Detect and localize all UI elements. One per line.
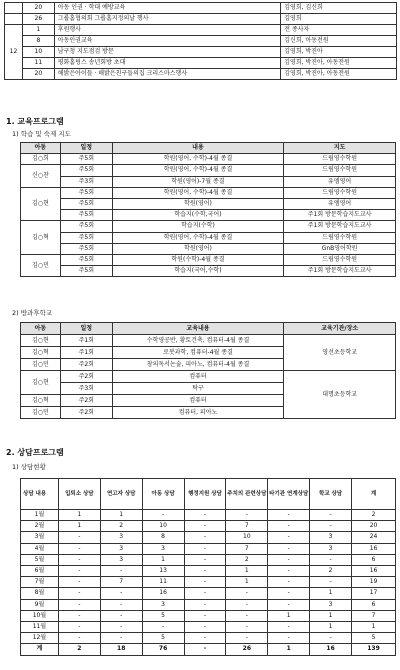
total-cell: 1 <box>268 644 310 655</box>
event-staff: 김영희 <box>281 14 397 25</box>
count-cell: 1 <box>352 622 396 633</box>
schedule: 주5회 <box>60 165 112 176</box>
count-cell: 3 <box>310 532 352 543</box>
count-cell: - <box>310 577 352 588</box>
total-cell: - <box>184 644 226 655</box>
content: 학원(영어, 수학)-4월 종결 <box>112 154 284 165</box>
count-cell: 24 <box>352 532 396 543</box>
col-header: 내용 <box>112 143 284 154</box>
event-row <box>5 3 397 14</box>
schedule: 주2회 <box>60 407 112 419</box>
count-cell: - <box>184 633 226 644</box>
count-cell: 16 <box>142 588 184 599</box>
counsel-total-row <box>21 644 396 655</box>
count-cell: - <box>184 599 226 610</box>
count-cell: 10 <box>142 521 184 532</box>
schedule: 주5회 <box>60 199 112 210</box>
edu-row <box>21 232 396 243</box>
count-cell: - <box>58 566 100 577</box>
total-cell: 2 <box>58 644 100 655</box>
tutor: 드림영수학원 <box>284 165 396 176</box>
child-name: 김○혁 <box>21 221 61 255</box>
count-cell: - <box>184 622 226 633</box>
content: 수학영공반, 황토건축, 컴퓨터-4월 종결 <box>112 335 284 347</box>
event-name: 아동 인권 · 학대 예방교육 <box>54 3 280 14</box>
counsel-row <box>21 622 396 633</box>
child-name: 김○혁 <box>21 347 61 359</box>
count-cell: 3 <box>310 599 352 610</box>
count-cell: 1 <box>142 554 184 565</box>
afterschool-row <box>21 371 396 383</box>
content: 컴퓨터, 피아노 <box>112 407 284 419</box>
count-cell: 1 <box>58 521 100 532</box>
counsel-row <box>21 510 396 521</box>
col-header: 교육기관/장소 <box>284 323 396 335</box>
col-header: 입퇴소 상담 <box>58 479 100 510</box>
col-header: 행정지원 상담 <box>184 479 226 510</box>
event-staff: 김신희, 아동전원 <box>281 36 397 47</box>
total-cell: 18 <box>100 644 142 655</box>
month-label: 6월 <box>21 566 59 577</box>
count-cell: - <box>184 521 226 532</box>
month-label: 5월 <box>21 554 59 565</box>
col-header: 상담 내용 <box>21 479 59 510</box>
event-day: 11 <box>22 58 54 69</box>
total-cell: 76 <box>142 644 184 655</box>
count-cell: 3 <box>142 599 184 610</box>
schedule: 주3회 <box>60 383 112 395</box>
count-cell: 3 <box>142 543 184 554</box>
event-staff: 김영희, 박진아, 아동전원 <box>281 58 397 69</box>
count-cell: - <box>226 510 268 521</box>
count-cell: - <box>310 510 352 521</box>
afterschool-row <box>21 335 396 347</box>
count-cell: 7 <box>226 521 268 532</box>
schedule: 주5회 <box>60 266 112 277</box>
edu-row <box>21 187 396 198</box>
count-cell: - <box>226 588 268 599</box>
school-name: 대명초등학교 <box>284 371 396 419</box>
total-cell: 139 <box>352 644 396 655</box>
count-cell: 7 <box>352 610 396 621</box>
count-cell: - <box>142 622 184 633</box>
count-cell: - <box>58 543 100 554</box>
count-cell: - <box>58 532 100 543</box>
count-cell: - <box>184 543 226 554</box>
count-cell: - <box>226 599 268 610</box>
count-cell: 8 <box>142 532 184 543</box>
child-name: 김○현 <box>21 335 61 347</box>
col-header: 아동 <box>21 143 61 154</box>
tutor: 드림영수학원 <box>284 255 396 266</box>
count-cell: - <box>268 622 310 633</box>
month-label: 4월 <box>21 543 59 554</box>
total-label: 계 <box>21 644 59 655</box>
count-cell: - <box>100 599 142 610</box>
col-header: 아동 상담 <box>142 479 184 510</box>
tutor: 드림영수학원 <box>284 232 396 243</box>
count-cell: - <box>268 554 310 565</box>
count-cell: 19 <box>352 577 396 588</box>
total-cell: 16 <box>310 644 352 655</box>
col-header: 학교 상담 <box>310 479 352 510</box>
count-cell: - <box>268 599 310 610</box>
count-cell: - <box>58 577 100 588</box>
count-cell: - <box>184 577 226 588</box>
month-cell <box>5 14 23 25</box>
count-cell: 5 <box>142 633 184 644</box>
count-cell: 3 <box>100 532 142 543</box>
event-day: 20 <box>22 3 54 14</box>
counsel-row <box>21 610 396 621</box>
tutor: 유엠영어 <box>284 176 396 187</box>
count-cell: 17 <box>352 588 396 599</box>
count-cell: 1 <box>310 610 352 621</box>
count-cell: - <box>142 510 184 521</box>
schedule: 주5회 <box>60 154 112 165</box>
count-cell: - <box>184 510 226 521</box>
count-cell: 1 <box>268 610 310 621</box>
count-cell: - <box>100 566 142 577</box>
count-cell: 6 <box>352 554 396 565</box>
count-cell: 7 <box>100 577 142 588</box>
month-cell: 12 <box>5 25 23 80</box>
schedule: 주5회 <box>60 187 112 198</box>
events-table <box>4 2 397 80</box>
event-row <box>5 25 397 36</box>
count-cell: 10 <box>226 532 268 543</box>
count-cell: 2 <box>352 510 396 521</box>
count-cell: - <box>100 588 142 599</box>
count-cell: - <box>226 610 268 621</box>
afterschool-table <box>20 322 396 419</box>
counsel-row <box>21 554 396 565</box>
content: 학원(영어) <box>112 199 284 210</box>
count-cell: - <box>58 610 100 621</box>
count-cell: 1 <box>310 622 352 633</box>
count-cell: - <box>58 622 100 633</box>
event-name: 그룹홈협의회 그룹홈지정의날 행사 <box>54 14 280 25</box>
count-cell: 1 <box>58 510 100 521</box>
event-name: 남구청 지도점검 방문 <box>54 47 280 58</box>
event-staff: 김영희, 박진아, 아동전원 <box>281 69 397 80</box>
col-header: 지도 <box>284 143 396 154</box>
event-row <box>5 14 397 25</box>
month-label: 10월 <box>21 610 59 621</box>
col-header: 교육내용 <box>112 323 284 335</box>
event-row <box>5 69 397 80</box>
month-label: 9월 <box>21 599 59 610</box>
event-staff: 김영희, 박진아 <box>281 47 397 58</box>
col-header: 타기관 연계상담 <box>268 479 310 510</box>
count-cell: 16 <box>352 543 396 554</box>
count-cell: 1 <box>100 510 142 521</box>
content: 창의독서논술, 피아노, 컴퓨터-4월 종결 <box>112 359 284 371</box>
event-name: 아동인권교육 <box>54 36 280 47</box>
counsel-row <box>21 532 396 543</box>
child-name: 신○찬 <box>21 165 61 187</box>
content: 학습지(수학) <box>112 221 284 232</box>
event-day: 1 <box>22 25 54 36</box>
event-name: 해밝은아이들 · 해밝은친구들의집 크리스마스행사 <box>54 69 280 80</box>
event-row <box>5 58 397 69</box>
month-label: 3월 <box>21 532 59 543</box>
edu-row <box>21 165 396 176</box>
col-header: 일정 <box>60 323 112 335</box>
count-cell: - <box>100 610 142 621</box>
content: 학원(영어, 수학)-4월 종결 <box>112 187 284 198</box>
event-day: 10 <box>22 47 54 58</box>
education-table <box>20 142 396 277</box>
count-cell: 1 <box>226 566 268 577</box>
tutor: 유엠영어 <box>284 199 396 210</box>
count-cell: - <box>226 633 268 644</box>
count-cell: - <box>268 543 310 554</box>
schedule: 주2회 <box>60 395 112 407</box>
counsel-row <box>21 577 396 588</box>
schedule: 주3회 <box>60 176 112 187</box>
count-cell: - <box>184 532 226 543</box>
schedule: 주5회 <box>60 255 112 266</box>
tutor: 주1회 방문학습지도교사 <box>284 266 396 277</box>
edu-row <box>21 154 396 165</box>
count-cell: - <box>226 622 268 633</box>
child-name: 김○민 <box>21 255 61 277</box>
count-cell: 13 <box>142 566 184 577</box>
event-day: 26 <box>22 14 54 25</box>
count-cell: - <box>268 510 310 521</box>
counsel-row <box>21 588 396 599</box>
event-name: 후원행사 <box>54 25 280 36</box>
counsel-row <box>21 521 396 532</box>
count-cell: - <box>58 554 100 565</box>
section-education-title: 1. 교육프로그램 <box>6 117 64 126</box>
count-cell: - <box>310 521 352 532</box>
count-cell: - <box>184 566 226 577</box>
child-name: 김○혁 <box>21 395 61 407</box>
col-header: 일정 <box>60 143 112 154</box>
count-cell: 3 <box>100 554 142 565</box>
schedule: 주5회 <box>60 210 112 221</box>
event-row <box>5 47 397 58</box>
event-day: 8 <box>22 36 54 47</box>
count-cell: 1 <box>310 588 352 599</box>
count-cell: 5 <box>352 633 396 644</box>
subsection-afterschool-title: 2) 방과후학교 <box>12 309 53 317</box>
schedule: 주2회 <box>60 359 112 371</box>
subsection-homework-title: 1) 학습 및 숙제 지도 <box>12 130 71 138</box>
tutor: 주1회 방문학습지도교사 <box>284 210 396 221</box>
month-label: 7월 <box>21 577 59 588</box>
edu-row <box>21 255 396 266</box>
col-header: 주치의 관련상담 <box>226 479 268 510</box>
total-cell: 26 <box>226 644 268 655</box>
month-label: 1월 <box>21 510 59 521</box>
count-cell: - <box>58 633 100 644</box>
event-day: 20 <box>22 69 54 80</box>
count-cell: - <box>268 577 310 588</box>
edu-row <box>21 266 396 277</box>
content: 학원(영어, 수학)-4월 종결 <box>112 165 284 176</box>
content: 로봇과학, 컴퓨터-4월 종결 <box>112 347 284 359</box>
count-cell: - <box>100 633 142 644</box>
tutor: 주1회 방문학습지도교사 <box>284 221 396 232</box>
tutor: GnB영어학원 <box>284 243 396 254</box>
count-cell: 3 <box>310 543 352 554</box>
school-name: 영선초등학교 <box>284 335 396 371</box>
counsel-table <box>20 478 396 656</box>
count-cell: - <box>100 622 142 633</box>
content: 학원(영어) <box>112 243 284 254</box>
schedule: 주2회 <box>60 371 112 383</box>
child-name: 김○민 <box>21 359 61 371</box>
count-cell: 2 <box>226 554 268 565</box>
content: 학원(영어)-7월 종결 <box>112 176 284 187</box>
event-staff: 김영희, 김신희 <box>281 3 397 14</box>
month-label: 8월 <box>21 588 59 599</box>
count-cell: - <box>268 521 310 532</box>
tutor: 드림영수학원 <box>284 187 396 198</box>
content: 탁구 <box>112 383 284 395</box>
count-cell: 16 <box>352 566 396 577</box>
col-header: 계 <box>352 479 396 510</box>
month-cell <box>5 3 23 14</box>
col-header: 연고자 상담 <box>100 479 142 510</box>
counsel-row <box>21 566 396 577</box>
count-cell: 2 <box>310 566 352 577</box>
month-label: 2월 <box>21 521 59 532</box>
count-cell: 7 <box>226 543 268 554</box>
count-cell: - <box>184 610 226 621</box>
count-cell: 2 <box>100 521 142 532</box>
count-cell: - <box>310 633 352 644</box>
count-cell: - <box>268 532 310 543</box>
count-cell: 1 <box>226 577 268 588</box>
edu-row <box>21 176 396 187</box>
count-cell: - <box>184 554 226 565</box>
schedule: 주5회 <box>60 221 112 232</box>
counsel-row <box>21 633 396 644</box>
count-cell: - <box>184 588 226 599</box>
schedule: 주1회 <box>60 335 112 347</box>
content: 학습지(수학,국어) <box>112 210 284 221</box>
schedule: 주1회 <box>60 347 112 359</box>
event-name: 평화홈링스 송년회방 초대 <box>54 58 280 69</box>
month-label: 11월 <box>21 622 59 633</box>
count-cell: - <box>58 588 100 599</box>
count-cell: - <box>310 554 352 565</box>
count-cell: 6 <box>352 599 396 610</box>
edu-row <box>21 221 396 232</box>
event-row <box>5 36 397 47</box>
child-name: 김○희 <box>21 154 61 165</box>
month-label: 12월 <box>21 633 59 644</box>
edu-row <box>21 199 396 210</box>
schedule: 주5회 <box>60 232 112 243</box>
event-staff: 전 종사자 <box>281 25 397 36</box>
tutor: 드림영수학원 <box>284 154 396 165</box>
edu-row <box>21 243 396 254</box>
subsection-counsel-status-title: 1) 상담현황 <box>12 463 46 471</box>
child-name: 김○민 <box>21 407 61 419</box>
count-cell: 20 <box>352 521 396 532</box>
count-cell: - <box>268 566 310 577</box>
schedule: 주5회 <box>60 243 112 254</box>
content: 학원(수학)-4월 종결 <box>112 255 284 266</box>
child-name: 김○현 <box>21 187 61 221</box>
content: 컴퓨터 <box>112 371 284 383</box>
edu-row <box>21 210 396 221</box>
count-cell: - <box>268 588 310 599</box>
count-cell: - <box>268 633 310 644</box>
count-cell: 3 <box>100 543 142 554</box>
content: 컴퓨터 <box>112 395 284 407</box>
count-cell: 5 <box>142 610 184 621</box>
content: 학원(영어, 수학)-4월 종결 <box>112 232 284 243</box>
content: 학습지(국어,수학) <box>112 266 284 277</box>
col-header: 아동 <box>21 323 61 335</box>
counsel-row <box>21 543 396 554</box>
count-cell: 11 <box>142 577 184 588</box>
child-name: 김○현 <box>21 371 61 395</box>
counsel-row <box>21 599 396 610</box>
count-cell: - <box>58 599 100 610</box>
section-counsel-title: 2. 상담프로그램 <box>6 448 64 457</box>
